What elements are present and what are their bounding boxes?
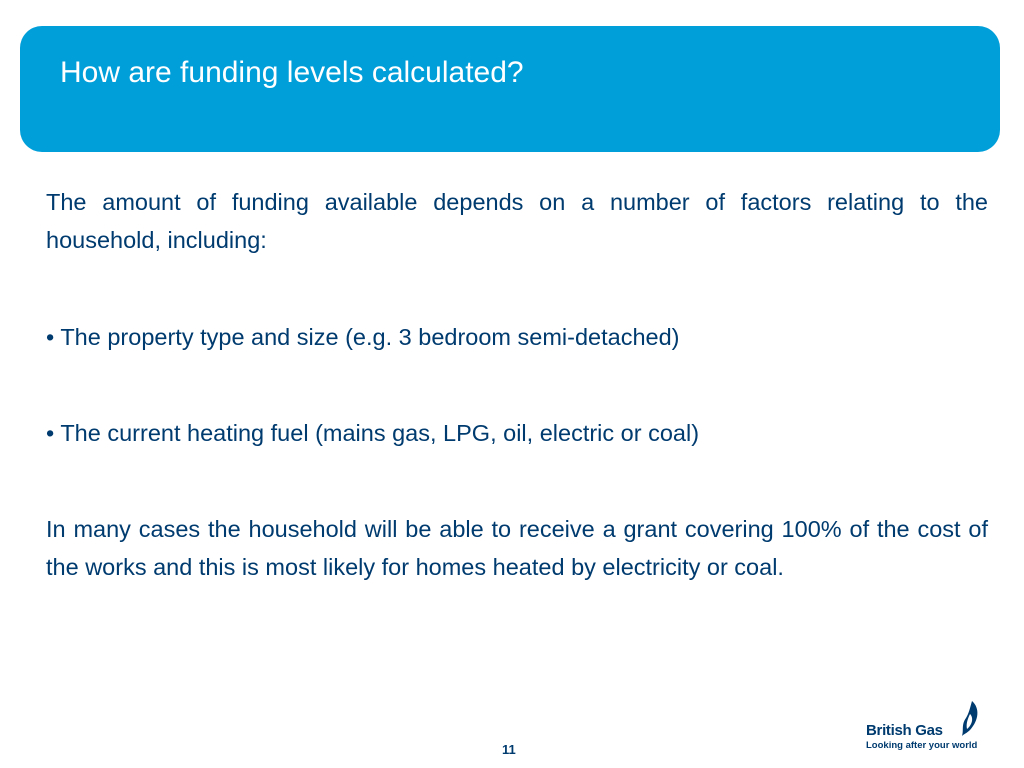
intro-paragraph: The amount of funding available depends on a number of factors relating to the household, including: (46, 189, 988, 253)
logo-tagline: Looking after your world (866, 740, 978, 751)
logo-name: British Gas (866, 722, 943, 739)
bullet-heating-fuel: • The current heating fuel (mains gas, LPG, oil, electric or coal) (46, 420, 700, 446)
british-gas-logo (864, 700, 984, 756)
page-number: 11 (502, 742, 516, 757)
slide-title: How are funding levels calculated? (60, 56, 524, 89)
closing-paragraph: In many cases the household will be able to receive a grant covering 100% of the cost of the works and this is most likely for homes heated by electricity or coal. (46, 516, 988, 580)
bullet-property-type: • The property type and size (e.g. 3 bedroom semi-detached) (46, 324, 680, 350)
title-bar (20, 26, 1000, 152)
flame-icon (958, 700, 982, 738)
